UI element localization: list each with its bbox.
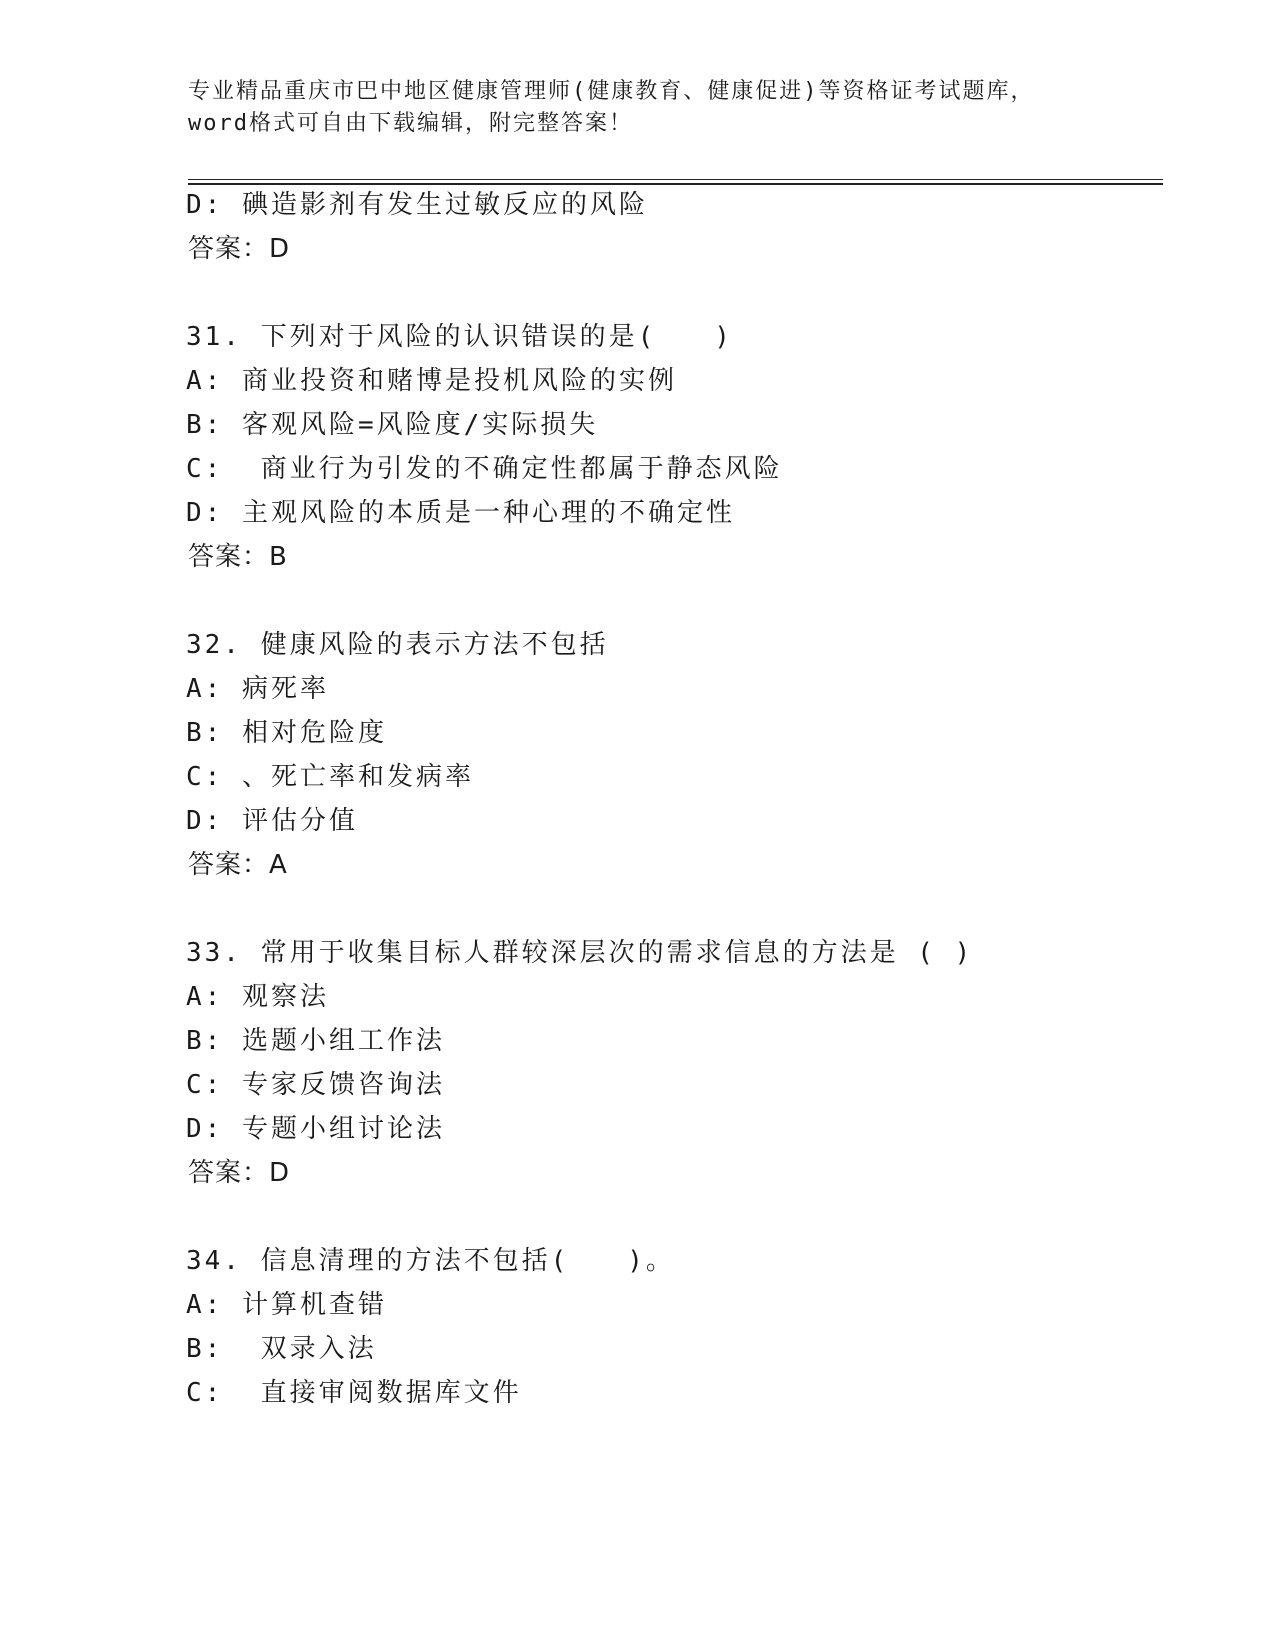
question-32-option-c: C: 、死亡率和发病率 xyxy=(186,762,474,792)
header-divider-thin xyxy=(188,179,1163,180)
header-line-2: word格式可自由下载编辑，附完整答案！ xyxy=(188,111,633,136)
question-32-stem: 32. 健康风险的表示方法不包括 xyxy=(186,630,609,660)
header-divider-thick xyxy=(188,183,1163,185)
prev-answer: 答案：D xyxy=(188,234,291,264)
question-34-option-c: C: 直接审阅数据库文件 xyxy=(186,1378,522,1408)
question-31-answer: 答案：B xyxy=(188,542,288,572)
question-31-option-a: A: 商业投资和赌博是投机风险的实例 xyxy=(186,366,677,396)
question-33-option-b: B: 选题小组工作法 xyxy=(186,1026,445,1056)
question-34-stem: 34. 信息清理的方法不包括( )。 xyxy=(186,1246,675,1276)
question-34-option-a: A: 计算机查错 xyxy=(186,1290,387,1320)
header-line-1: 专业精品重庆市巴中地区健康管理师(健康教育、健康促进)等资格证考试题库， xyxy=(188,79,1035,104)
question-33-option-c: C: 专家反馈咨询法 xyxy=(186,1070,445,1100)
question-31-option-c: C: 商业行为引发的不确定性都属于静态风险 xyxy=(186,454,783,484)
question-34-option-b: B: 双录入法 xyxy=(186,1334,377,1364)
question-31-option-b: B: 客观风险=风险度/实际损失 xyxy=(186,410,599,440)
question-32-option-a: A: 病死率 xyxy=(186,674,329,704)
prev-option-d: D: 碘造影剂有发生过敏反应的风险 xyxy=(186,190,648,220)
question-33-answer: 答案：D xyxy=(188,1158,291,1188)
question-32-option-b: B: 相对危险度 xyxy=(186,718,387,748)
question-33-option-a: A: 观察法 xyxy=(186,982,329,1012)
question-33-stem: 33. 常用于收集目标人群较深层次的需求信息的方法是 ( ) xyxy=(186,938,974,968)
document-header xyxy=(188,76,1148,140)
question-31-stem: 31. 下列对于风险的认识错误的是( ) xyxy=(186,322,733,352)
question-33-option-d: D: 专题小组讨论法 xyxy=(186,1114,445,1144)
question-31-option-d: D: 主观风险的本质是一种心理的不确定性 xyxy=(186,498,735,528)
question-32-option-d: D: 评估分值 xyxy=(186,806,358,836)
question-32-answer: 答案：A xyxy=(188,850,288,880)
